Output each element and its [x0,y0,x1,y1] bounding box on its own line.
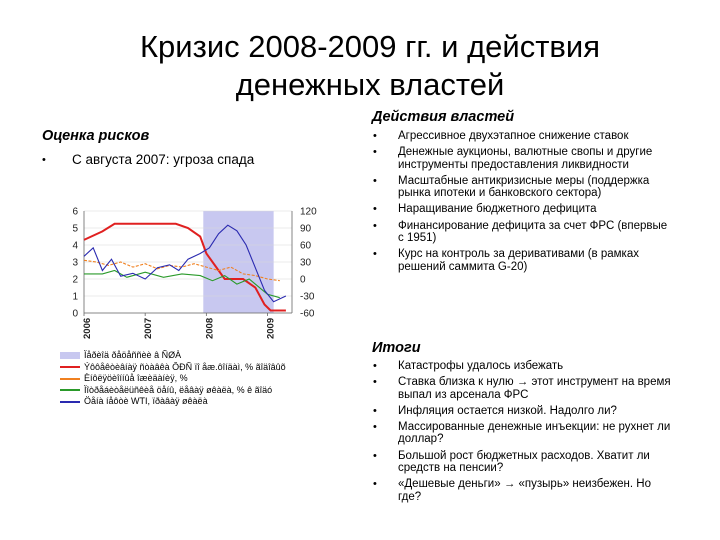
chart [52,205,352,340]
legend-area-swatch [60,352,80,359]
risk-list [42,152,342,172]
y-left-tick-label: 0 [72,308,78,320]
x-tick-label: 2007 [143,317,155,339]
y-left-tick-label: 2 [72,274,78,286]
y-right-tick-label: -60 [300,308,315,320]
result-item [373,376,673,401]
bullet-icon: • [42,154,46,166]
action-item [373,130,673,142]
slide-title-line-1: Кризис 2008-2009 гг. и действия [139,29,601,64]
actions-list [373,130,673,277]
legend-line-swatch [60,366,80,368]
results-list [373,360,673,507]
legend-label: Èíôëÿöèîííûå îæèäàíèÿ, % [84,373,188,383]
result-item [373,421,673,446]
action-item-text: Финансирование дефицита за счет ФРС (впервые с 1951) [398,219,668,245]
y-right-tick-label: -30 [300,291,315,303]
bullet-icon: • [373,174,377,187]
bullet-icon: • [373,478,377,491]
legend-label: Öåíà íåôòè WTI, ïðàâàÿ øêàëà [84,396,208,406]
x-tick-label: 2008 [204,317,216,339]
legend-line-swatch [60,389,80,391]
legend-entry [60,396,350,408]
legend-entry [60,362,350,374]
action-item [373,203,673,215]
action-item-text: Агрессивное двухэтапное снижение ставок [398,130,629,142]
bullet-icon: • [373,360,377,372]
bullet-icon: • [373,404,377,417]
bullet-icon: • [373,219,377,232]
legend-entry [60,385,350,397]
y-right-tick-label: 120 [300,206,317,218]
legend-entry [60,350,350,362]
y-left-tick-label: 3 [72,257,78,269]
action-item-text: Наращивание бюджетного дефицита [398,203,597,216]
result-item-text: Большой рост бюджетных расходов. Хватит ли средств на пенсии? [398,449,650,475]
result-item-text: «Дешевые деньги» → «пузырь» неизбежен. Но где? [398,478,651,503]
y-right-tick-label: 0 [300,274,306,286]
action-item-text: Денежные аукционы, валютные свопы и другие инструменты предоставления ликвидности [398,146,653,171]
result-item [373,405,673,417]
action-item [373,146,673,171]
line-chart [52,205,352,340]
action-item-text: Масштабные антикризисные меры (поддержка рынка ипотеки и банковского сектора) [398,174,650,200]
action-item [373,248,673,273]
risk-item [42,152,342,168]
action-item-text: Курс на контроль за деривативами (в рамках решений саммита G-20) [398,248,639,273]
result-item-text: Инфляция остается низкой. Надолго ли? [398,404,617,417]
actions-heading: Действия властей [372,109,515,125]
result-item-text: Катастрофы удалось избежать [398,360,564,372]
result-item-text: Массированные денежные инъекции: не рухнет ли доллар? [398,421,671,446]
legend-label: Ïîòðåáèòåëüñêèå öåíû, ëåâàÿ øêàëà, % ê ãîäó [84,384,273,395]
x-tick-label: 2009 [265,317,277,339]
bullet-icon: • [373,130,377,142]
x-tick-label: 2006 [82,317,93,339]
y-left-tick-label: 1 [72,291,78,303]
action-item [373,175,673,200]
result-item [373,360,673,372]
slide-title-line-2: денежных властей [235,67,505,102]
y-right-tick-label: 30 [300,257,312,269]
result-item [373,478,673,503]
y-right-tick-label: 60 [300,240,312,252]
bullet-icon: • [373,203,377,216]
y-left-tick-label: 4 [72,240,78,252]
y-left-tick-label: 5 [72,223,78,235]
risk-heading: Оценка рисков [42,128,150,144]
bullet-icon: • [373,449,377,462]
bullet-icon: • [373,376,377,389]
action-item [373,220,673,245]
result-item-text: Ставка близка к нулю → этот инструмент на время выпал из арсенала ФРС [398,376,671,401]
y-right-tick-label: 90 [300,223,312,235]
bullet-icon: • [373,248,377,261]
legend-line-swatch [60,378,80,380]
y-left-tick-label: 6 [72,206,78,218]
results-heading: Итоги [372,340,421,356]
result-item [373,450,673,475]
legend-entry [60,373,350,385]
slide-title [60,28,680,104]
legend-line-swatch [60,401,80,403]
legend-label: Ýôôåêòèâíàÿ ñòàâêà ÔÐÑ ïî åæ.ôîíäàì, % ãîäîâûõ [84,361,286,372]
bullet-icon: • [373,421,377,434]
chart-legend [60,350,350,408]
legend-label: Ïåðèîä ðåöåññèè â ÑØÀ [84,350,182,360]
risk-item-text: С августа 2007: угроза спада [72,152,255,167]
bullet-icon: • [373,146,377,159]
